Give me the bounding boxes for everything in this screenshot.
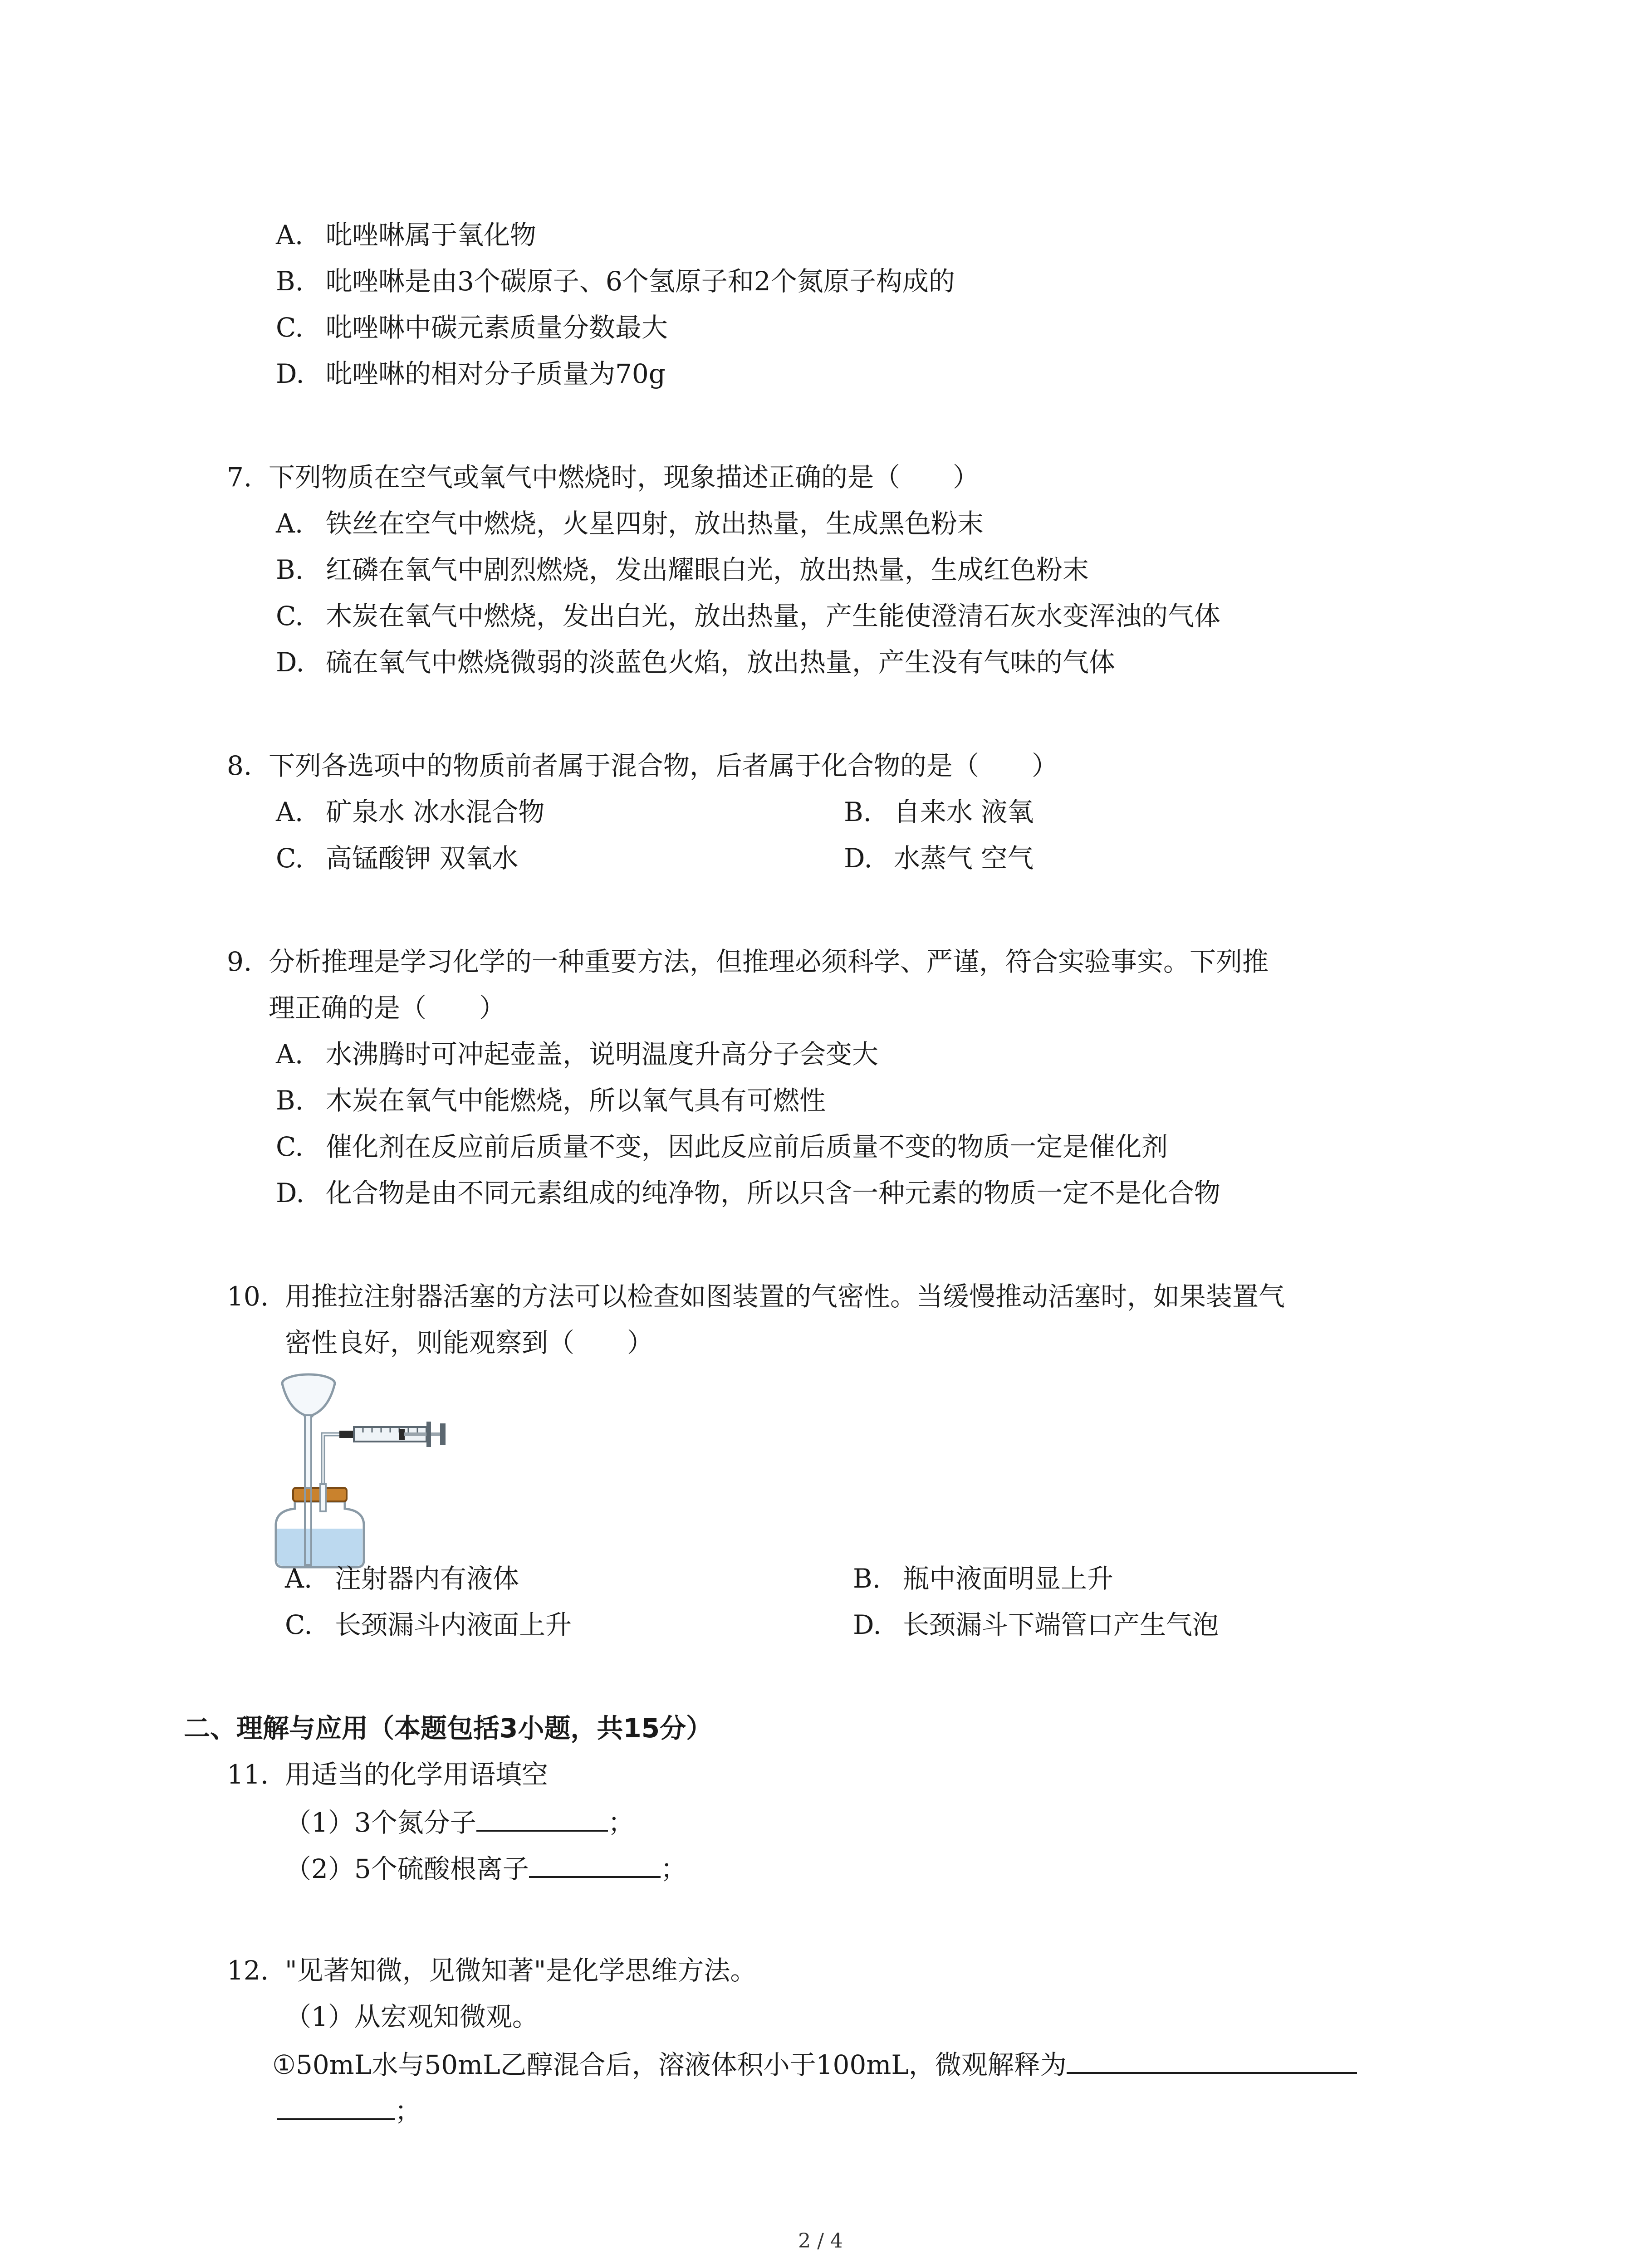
q6-option-d: D. 吡唑啉的相对分子质量为70g: [276, 358, 666, 389]
q12-item-1: ①50mL水与50mL乙醇混合后，溶液体积小于100mL，微观解释为: [272, 2045, 1357, 2083]
answer-blank[interactable]: [277, 2091, 395, 2120]
page-number: 2 / 4: [798, 2229, 843, 2253]
q9-stem: 9. 分析推理是学习化学的一种重要方法，但推理必须科学、严谨，符合实验事实。下列推: [227, 946, 1269, 977]
q11-part-1: （1）3个氮分子 ；: [285, 1803, 634, 1841]
q11-part-2: （2）5个硫酸根离子 ；: [285, 1849, 687, 1887]
q7-option-c: C. 木炭在氧气中燃烧，发出白光，放出热量，产生能使澄清石灰水变浑浊的气体: [276, 601, 1221, 631]
q9-stem-continued: 理正确的是（ ）: [269, 992, 506, 1023]
syringe-thumb-rest: [440, 1423, 446, 1445]
answer-blank[interactable]: [529, 1849, 661, 1878]
q10-option-c: C. 长颈漏斗内液面上升: [285, 1609, 572, 1640]
answer-blank[interactable]: [1067, 2045, 1357, 2074]
q9-option-a: A. 水沸腾时可冲起壶盖，说明温度升高分子会变大: [276, 1039, 879, 1070]
q8-option-c: C. 高锰酸钾 双氧水: [276, 843, 519, 874]
syringe-flange: [426, 1422, 431, 1447]
q8-option-a: A. 矿泉水 冰水混合物: [276, 797, 545, 827]
q6-option-b: B. 吡唑啉是由3个碳原子、6个氢原子和2个氮原子构成的: [276, 266, 955, 297]
q6-option-a: A. 吡唑啉属于氧化物: [276, 220, 537, 250]
q12-item-1-continued: ；: [277, 2091, 421, 2129]
q7-option-d: D. 硫在氧气中燃烧微弱的淡蓝色火焰，放出热量，产生没有气味的气体: [276, 647, 1116, 678]
q10-option-a: A. 注射器内有液体: [285, 1563, 519, 1594]
q9-option-d: D. 化合物是由不同元素组成的纯净物，所以只含一种元素的物质一定不是化合物: [276, 1178, 1221, 1208]
funnel-neck: [282, 1383, 335, 1416]
q8-stem: 8. 下列各选项中的物质前者属于混合物，后者属于化合物的是（ ）: [227, 750, 1058, 781]
q7-stem: 7. 下列物质在空气或氧气中燃烧时，现象描述正确的是（ ）: [227, 462, 980, 493]
q7-option-b: B. 红磷在氧气中剧烈燃烧，发出耀眼白光，放出热量，生成红色粉末: [276, 554, 1089, 585]
q12-part-1: （1）从宏观知微观。: [285, 2001, 539, 2032]
rubber-connector: [339, 1431, 354, 1438]
connecting-tube: [323, 1434, 340, 1488]
q10-stem: 10. 用推拉注射器活塞的方法可以检查如图装置的气密性。当缓慢推动活塞时，如果装置气: [227, 1281, 1285, 1312]
q9-option-b: B. 木炭在氧气中能燃烧，所以氧气具有可燃性: [276, 1085, 826, 1116]
q11-stem: 11. 用适当的化学用语填空: [227, 1759, 549, 1790]
q10-option-b: B. 瓶中液面明显上升: [853, 1563, 1114, 1594]
airtightness-apparatus-figure: [268, 1365, 458, 1569]
q10-stem-continued: 密性良好，则能观察到（ ）: [285, 1327, 654, 1358]
q12-stem: 12. "见著知微，见微知著"是化学思维方法。: [227, 1955, 757, 1986]
q9-option-c: C. 催化剂在反应前后质量不变，因此反应前后质量不变的物质一定是催化剂: [276, 1131, 1168, 1162]
q8-option-b: B. 自来水 液氧: [844, 797, 1034, 827]
q7-option-a: A. 铁丝在空气中燃烧，火星四射，放出热量，生成黑色粉末: [276, 508, 984, 539]
syringe-plunger-rod: [404, 1432, 440, 1436]
q10-option-d: D. 长颈漏斗下端管口产生气泡: [853, 1609, 1219, 1640]
answer-blank[interactable]: [476, 1803, 608, 1832]
q6-option-c: C. 吡唑啉中碳元素质量分数最大: [276, 312, 668, 343]
q8-option-d: D. 水蒸气 空气: [844, 843, 1034, 874]
section-heading: 二、理解与应用（本题包括3小题，共15分）: [184, 1713, 713, 1744]
